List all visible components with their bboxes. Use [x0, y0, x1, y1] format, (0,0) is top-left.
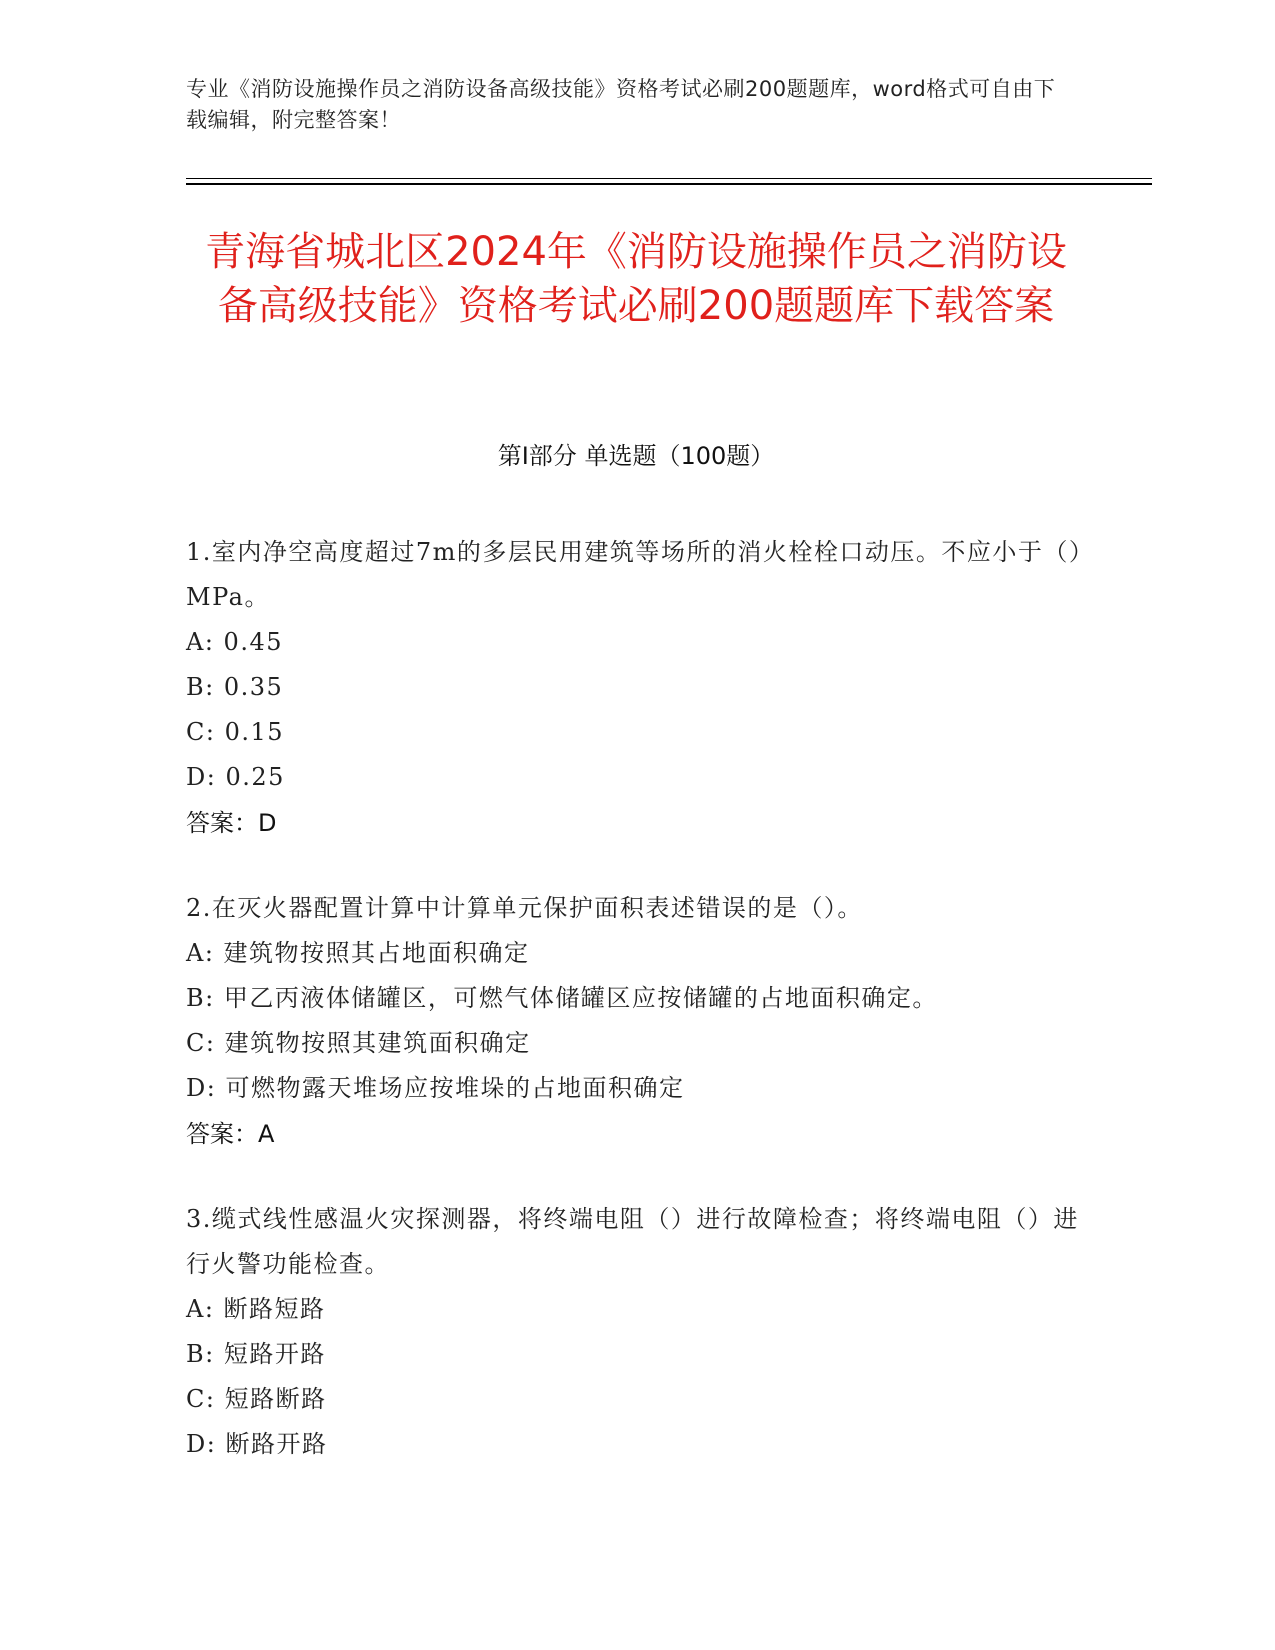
option-a: A: 建筑物按照其占地面积确定	[186, 939, 530, 967]
question-3	[186, 1197, 1086, 1467]
question-1	[186, 530, 1086, 846]
option-d: D: 0.25	[186, 763, 285, 791]
header-divider-thin	[186, 178, 1152, 179]
question-2	[186, 886, 1086, 1157]
answer: 答案：D	[186, 809, 277, 837]
option-c: C: 短路断路	[186, 1385, 327, 1413]
question-stem: 3.缆式线性感温火灾探测器，将终端电阻（）进行故障检查；将终端电阻（）进行火警功能检查。	[186, 1205, 1079, 1278]
option-a: A: 断路短路	[186, 1295, 326, 1323]
option-b: B: 0.35	[186, 673, 284, 701]
document-title: 青海省城北区2024年《消防设施操作员之消防设备高级技能》资格考试必刷200题题库下载答案	[205, 229, 1067, 329]
question-list	[186, 530, 1086, 1507]
option-d: D: 断路开路	[186, 1430, 328, 1458]
answer: 答案：A	[186, 1120, 275, 1148]
question-stem: 2.在灭火器配置计算中计算单元保护面积表述错误的是（）。	[186, 894, 863, 922]
section-title: 第I部分 单选题（100题）	[497, 442, 775, 470]
option-d: D: 可燃物露天堆场应按堆垛的占地面积确定	[186, 1074, 685, 1102]
option-c: C: 0.15	[186, 718, 285, 746]
option-c: C: 建筑物按照其建筑面积确定	[186, 1029, 531, 1057]
option-a: A: 0.45	[186, 628, 283, 656]
header-note: 专业《消防设施操作员之消防设备高级技能》资格考试必刷200题题库，word格式可自由下载编辑，附完整答案！	[186, 77, 1056, 132]
question-stem: 1.室内净空高度超过7m的多层民用建筑等场所的消火栓栓口动压。不应小于（）MPa。	[186, 538, 1083, 611]
option-b: B: 短路开路	[186, 1340, 326, 1368]
option-b: B: 甲乙丙液体储罐区，可燃气体储罐区应按储罐的占地面积确定。	[186, 984, 938, 1012]
header-divider-thick	[186, 183, 1152, 185]
